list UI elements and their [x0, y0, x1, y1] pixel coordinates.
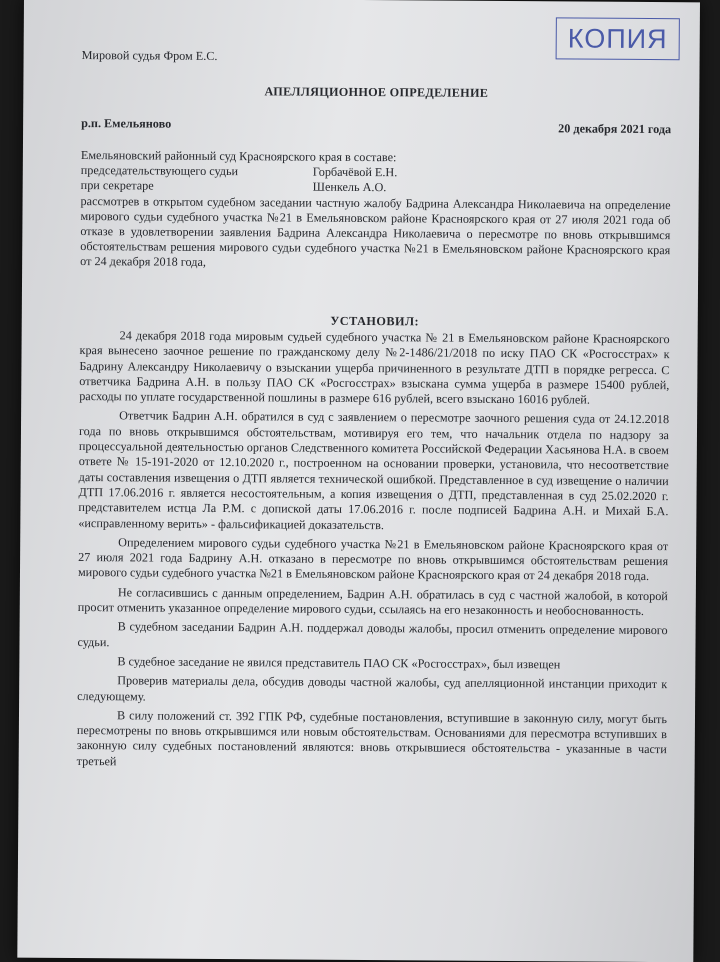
body-text — [77, 328, 670, 777]
paragraph: 24 декабря 2018 года мировым судьей судебного участка № 21 в Емельяновском районе Красноярского края вынесено заочное решение по гражданскому делу №2-1486/21/2018 по иску ПАО СК «Росгосстрах» к Бадрину Александру Николаевичу о взыскании ущерба причиненного в результате ДТП в порядке регресса. С ответчика Бадрина А.Н. в пользу ПАО СК «Росгосстрах» взыскана сумма ущерба в размере 15400 рублей, расходы по уплате государственной пошлины в размере 616 рублей, всего взыскано 16016 рублей. — [79, 328, 670, 407]
document-title: АПЕЛЛЯЦИОННОЕ ОПРЕДЕЛЕНИЕ — [264, 84, 489, 100]
section-heading: УСТАНОВИЛ: — [330, 313, 420, 329]
paragraph: Не согласившись с данным определением, Бадрин А.Н. обратилась в суд с частной жалобой, в которой просит отменить указанное определение мирового судьи, ссылаясь на его незаконность и необоснованность. — [77, 585, 668, 619]
court-line: Емельяновский районный суд Красноярского края в составе: — [80, 148, 397, 165]
document-date: 20 декабря 2021 года — [558, 121, 672, 137]
presiding-label: председательствующего судьи — [80, 163, 239, 179]
paragraph: Ответчик Бадрин А.Н. обратился в суд с заявлением о пересмотре заочного решения суда от 24.12.2018 года по вновь открывшимся обстоятельствам, мотивируя его тем, что начальник отдела по надзору за процессуальной деятельностью органов Следственного комитета Российской Федерации Хасьянова Н.А. в своем ответе № 15-191-2020 от 12.10.2020 г., построенном на основании проверки, установила, что несоответствие даты составления извещения о ДТП является технической ошибкой. Представленное в суд извещение о наличии ДТП 17.06.2016 г. является несостоятельным, а копия извещения о ДТП, представленная в суд 25.02.2020 г. представителем истца Ла Р.М. с допиской даты 17.06.2016 г. после подписей Бадрина А.Н. и Михай Б.А. «исправленному верить» - фальсификацией доказательств. — [78, 408, 670, 532]
judge-line: Мировой судья Фром Е.С. — [81, 48, 218, 63]
paragraph: В судебном заседании Бадрин А.Н. поддержал доводы жалобы, просил отменить определение мирового судьи. — [77, 619, 668, 649]
intro-paragraph: рассмотрев в открытом судебном заседании частную жалобу Бадрина Александра Николаевича на определение мирового судьи судебного участка №21 в Емельяновском районе Красноярского края от 27 июля 2021 года об отказе в удовлетворении заявления Бадрина Александра Николаевича о пересмотре по вновь открывшимся обстоятельствам решения мирового судьи судебного участка №21 в Емельяновском районе Красноярского края от 24 декабря 2018 года, — [80, 194, 671, 269]
secretary-label: при секретаре — [80, 178, 154, 193]
secretary-name: Шенкель А.О. — [312, 179, 387, 195]
presiding-name: Горбачёвой Е.Н. — [312, 164, 398, 180]
document-place: р.п. Емельяново — [81, 116, 172, 131]
paragraph: В судебное заседание не явился представитель ПАО СК «Росгосстрах», был извещен — [117, 654, 561, 672]
document-body — [76, 0, 672, 769]
copy-stamp: КОПИЯ — [556, 17, 680, 60]
paragraph: В силу положений ст. 392 ГПК РФ, судебные постановления, вступившие в законную силу, могут быть пересмотрены по вновь открывшимся или новым обстоятельствам. Основаниями для пересмотра вступивших в законную силу судебных постановлений являются: вновь открывшиеся обстоятельства - указанные в части третьей — [76, 708, 668, 769]
paragraph: Проверив материалы дела, обсудив доводы частной жалобы, суд апелляционной инстанции приходит к следующему. — [77, 673, 668, 704]
document-page — [17, 0, 700, 962]
paragraph: Определением мирового судьи судебного участка №21 в Емельяновском районе Красноярского края от 27 июля 2021 года Бадрину А.Н. отказано в пересмотре по вновь открывшимся обстоятельствам решения мирового судьи судебного участка №21 в Емельяновском районе Красноярского края от 24 декабря 2018 года. — [77, 535, 669, 584]
